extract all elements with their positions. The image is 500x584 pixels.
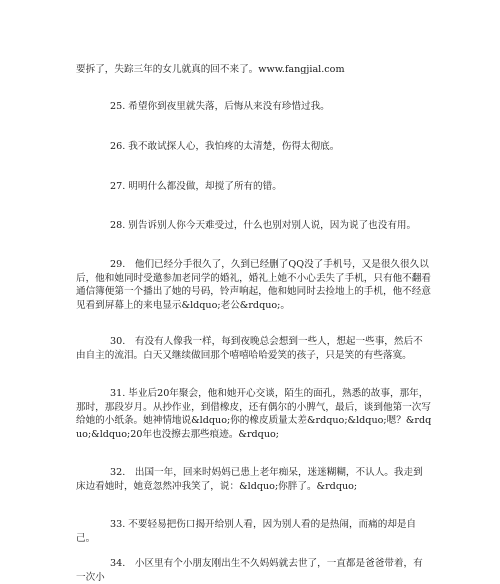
paragraph-25: 25. 希望你到夜里就失落，后悔从来没有珍惜过我。 bbox=[110, 101, 330, 112]
paragraph-34-partial: 34. 小区里有个小朋友刚出生不久妈妈就去世了，一直都是爸爸带着，有一次小 bbox=[76, 558, 423, 583]
paragraph-26: 26. 我不敢试探人心，我怕疼的太清楚，伤得太彻底。 bbox=[110, 141, 340, 152]
paragraph-28: 28. 别告诉别人你今天难受过，什么也别对别人说，因为说了也没有用。 bbox=[110, 220, 417, 231]
paragraph-27: 27. 明明什么都没做，却搅了所有的错。 bbox=[110, 181, 282, 192]
paragraph-31: 31. 毕业后20年聚会，他和她开心交谈，陌生的面孔，熟悉的故事，那年，那时，那段岁月。从抄作业，到借橡皮，还有偶尔的小脾气，最后，谈到他第一次写给她的小纸条。她神情地说&ldquo;你的橡皮质量太差&rdquo;&ldquo;嗯？&rdquo;&ldquo;20年也没擦去那些痕迹。&rdquo; bbox=[76, 388, 432, 440]
paragraph-24-tail: 要拆了，失踪三年的女儿就真的回不来了。www.fangjial.com bbox=[76, 64, 345, 75]
paragraph-33: 33. 不要轻易把伤口揭开给别人看，因为别人看的是热闹，而痛的却是自己。 bbox=[76, 519, 417, 544]
paragraph-29: 29. 他们已经分手很久了，久到已经删了QQ没了手机号，又是很久很久以后，他和她同时受邀参加老同学的婚礼，婚礼上她不小心丢失了手机，只有他不翻看通信簿便第一个播出了她的号码，铃声响起，他和她同时去捡地上的手机，他不经意见看到屏幕上的来电显示&ldquo;老公&rdquo;。 bbox=[76, 259, 431, 311]
paragraph-32: 32. 出国一年，回来时妈妈已患上老年痴呆，迷迷糊糊，不认人。我走到床边看她时，她竟忽然冲我笑了，说：&ldquo;你胖了。&rdquo; bbox=[76, 467, 423, 492]
paragraph-30: 30. 有没有人像我一样，每到夜晚总会想到一些人，想起一些事，然后不由自主的流泪。白天又继续做回那个嘻嘻哈哈爱笑的孩子，只是笑的有些落寞。 bbox=[76, 336, 423, 361]
